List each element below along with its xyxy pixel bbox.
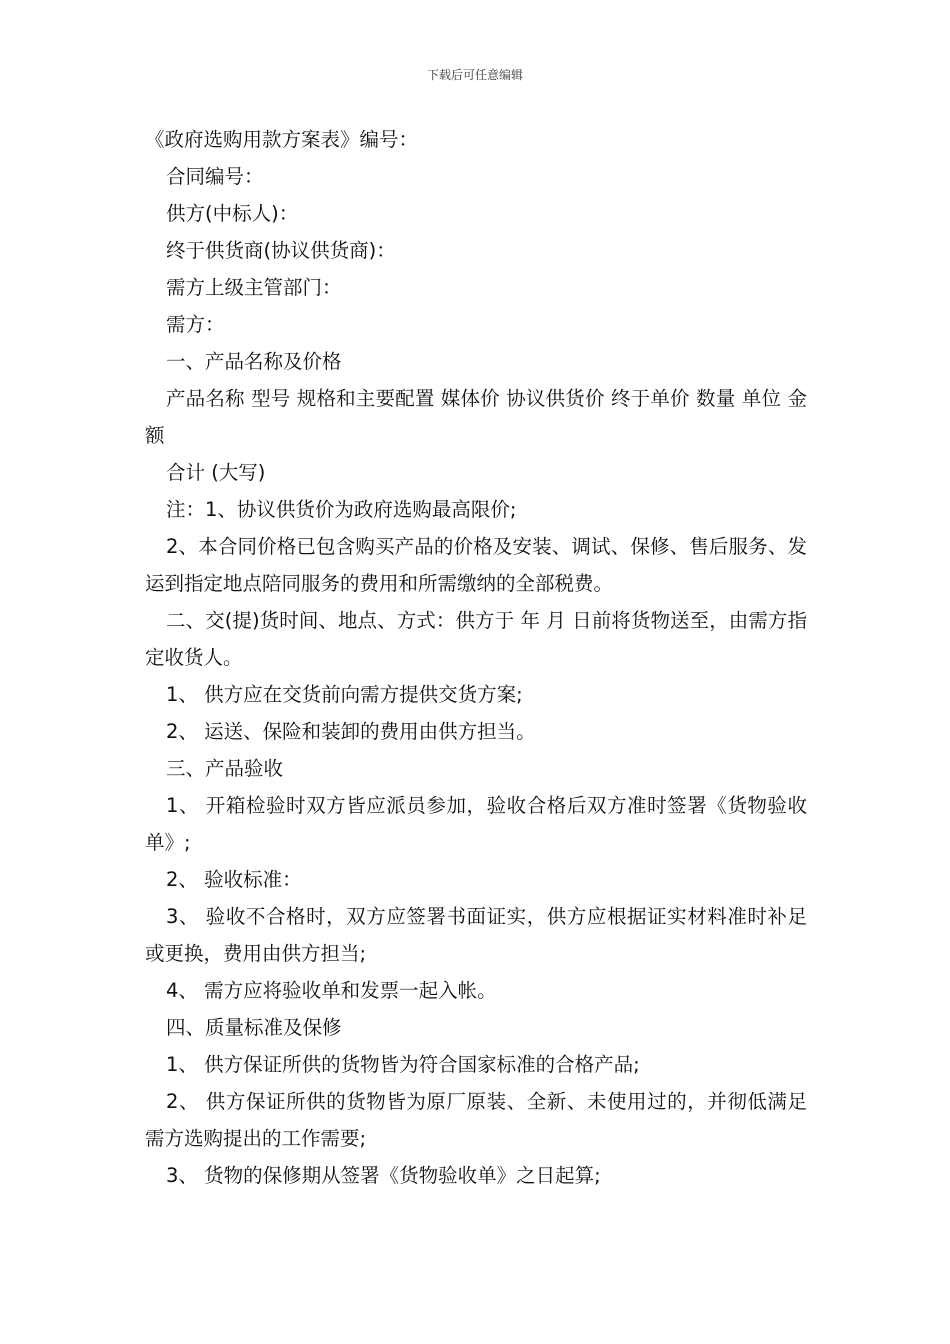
acceptance-item-4: 4、 需方应将验收单和发票一起入帐。 xyxy=(166,979,497,1002)
page-header-note: 下载后可任意编辑 xyxy=(426,68,523,82)
product-table-columns: 产品名称 型号 规格和主要配置 媒体价 协议供货价 终于单价 数量 单位 金额 xyxy=(145,387,807,447)
buyer-department-line: 需方上级主管部门： xyxy=(166,276,342,299)
acceptance-item-3: 3、 验收不合格时，双方应签署书面证实，供方应根据证实材料准时补足或更换，费用由供方担当; xyxy=(145,905,807,965)
delivery-item-1: 1、 供方应在交货前向需方提供交货方案; xyxy=(166,683,523,706)
section-heading-delivery: 二、交(提)货时间、地点、方式：供方于 年 月 日前将货物送至，由需方指定收货人。 xyxy=(145,609,807,669)
final-supplier-line: 终于供货商(协议供货商)： xyxy=(166,239,396,262)
section-heading-product: 一、产品名称及价格 xyxy=(166,350,342,373)
buyer-line: 需方： xyxy=(166,313,225,336)
delivery-item-2: 2、 运送、保险和装卸的费用由供方担当。 xyxy=(166,720,536,743)
quality-item-1: 1、 供方保证所供的货物皆为符合国家标准的合格产品; xyxy=(166,1053,640,1076)
quality-item-2: 2、 供方保证所供的货物皆为原厂原装、全新、未使用过的，并彻低满足需方选购提出的工作需要; xyxy=(145,1090,807,1150)
quality-item-3: 3、 货物的保修期从签署《货物验收单》之日起算; xyxy=(166,1164,601,1187)
note-line-2: 2、本合同价格已包含购买产品的价格及安装、调试、保修、售后服务、发运到指定地点陪同服务的费用和所需缴纳的全部税费。 xyxy=(145,535,807,595)
total-line: 合计 (大写) xyxy=(166,461,266,484)
document-body xyxy=(145,121,807,1194)
contract-number-line: 合同编号： xyxy=(166,165,264,188)
acceptance-item-1: 1、 开箱检验时双方皆应派员参加，验收合格后双方准时签署《货物验收单》; xyxy=(145,794,807,854)
section-heading-acceptance: 三、产品验收 xyxy=(166,757,284,780)
note-line-1: 注：1、协议供货价为政府选购最高限价; xyxy=(166,498,517,521)
acceptance-item-2: 2、 验收标准： xyxy=(166,868,302,891)
section-heading-quality: 四、质量标准及保修 xyxy=(166,1016,342,1039)
supplier-line: 供方(中标人)： xyxy=(166,202,299,225)
form-number-line: 《政府选购用款方案表》编号： xyxy=(145,128,419,151)
